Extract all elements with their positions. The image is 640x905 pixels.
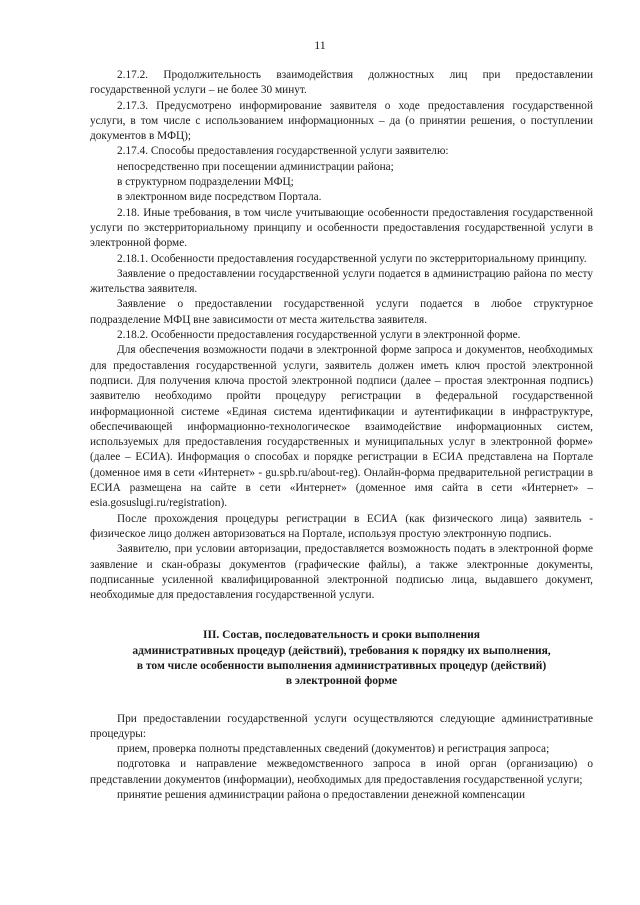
- section-heading-iii: [90, 628, 593, 689]
- page-number: 11: [314, 38, 326, 52]
- paragraph-application-district: Заявление о предоставлении государственной услуги подается в администрацию района по месту жительства заявителя.: [90, 267, 593, 296]
- list-item-reception-registration: прием, проверка полноты представленных сведений (документов) и регистрация запроса;: [117, 743, 550, 756]
- list-item-mfc: в структурном подразделении МФЦ;: [117, 176, 294, 189]
- paragraph-admin-procedures-intro: При предоставлении государственной услуги осуществляются следующие административные процедуры:: [90, 712, 593, 740]
- paragraph-electronic-submission: Заявителю, при условии авторизации, предоставляется возможность подать в электронной форме заявление и скан-образы документов (графические файлы), а также электронные документы, подписанные усиленной квалифицированной электронной подписью лица, выдавшего документ, необходимые для предоставления государственной услуги.: [90, 543, 593, 602]
- list-item-portal: в электронном виде посредством Портала.: [117, 191, 322, 204]
- paragraph-esia-registration: Для обеспечения возможности подачи в электронной форме запроса и документов, необходимых для предоставления государственной услуги, заявитель должен иметь ключ простой электронной подписи. Для получения ключа простой электронной подписи (далее – простая электронная подпись) заявителю необходимо пройти процедуру регистрации в федеральной государственной информационной системе «Единая система идентификации и аутентификации в инфраструктуре, обеспечивающей информационно-технологическое взаимодействие информационных систем, используемых для предоставления государственных и муниципальных услуг в электронной форме» (далее – ЕСИА). Информация о способах и порядке регистрации в ЕСИА представлена на Портале (доменное имя в сети «Интернет» - gu.spb.ru/about-reg). Онлайн-форма предварительной регистрации в ЕСИА размещена на сайте в сети «Интернет» (доменное имя сайта в сети «Интернет» – esia.gosuslugi.ru/registration).: [90, 344, 593, 510]
- list-item-administration-visit: непосредственно при посещении администрации района;: [117, 160, 394, 173]
- paragraph-2-17-4: 2.17.4. Способы предоставления государственной услуги заявителю:: [117, 145, 449, 158]
- paragraph-2-18: 2.18. Иные требования, в том числе учитывающие особенности предоставления государственной услуги по экстерриториальному принципу и особенности предоставления государственной услуги в электронной форме.: [90, 206, 593, 250]
- list-item-interagency-request: подготовка и направление межведомственного запроса в иной орган (организацию) о представлении документов (информации), необходимых для предоставления государственной услуги;: [90, 758, 593, 786]
- section-heading-line: в том числе особенности выполнения административных процедур (действий): [136, 659, 547, 672]
- paragraph-2-17-2: 2.17.2. Продолжительность взаимодействия должностных лиц при предоставлении государственной услуги – не более 30 минут.: [90, 69, 593, 97]
- paragraph-2-17-3: 2.17.3. Предусмотрено информирование заявителя о ходе предоставления государственной услуги, в том числе с использованием информационных – да (о принятии решения, о поступлении документов в МФЦ);: [90, 99, 593, 143]
- paragraph-portal-authorization: После прохождения процедуры регистрации в ЕСИА (как физического лица) заявитель - физическое лицо должен авторизоваться на Портале, используя простую электронную подпись.: [90, 512, 593, 540]
- section-heading-line: административных процедур (действий), требования к порядку их выполнения,: [132, 644, 551, 657]
- document-body: [90, 68, 593, 803]
- section-heading-line: в электронной форме: [285, 675, 398, 688]
- paragraph-2-18-2: 2.18.2. Особенности предоставления государственной услуги в электронной форме.: [117, 329, 521, 342]
- paragraph-application-mfc: Заявление о предоставлении государственной услуги подается в любое структурное подразделение МФЦ вне зависимости от места жительства заявителя.: [90, 298, 593, 326]
- section-heading-line: III. Состав, последовательность и сроки выполнения: [203, 629, 480, 642]
- list-item-compensation-decision: принятие решения администрации района о предоставлении денежной компенсации: [117, 789, 525, 802]
- paragraph-2-18-1: 2.18.1. Особенности предоставления государственной услуги по экстерриториальному принципу.: [117, 252, 587, 265]
